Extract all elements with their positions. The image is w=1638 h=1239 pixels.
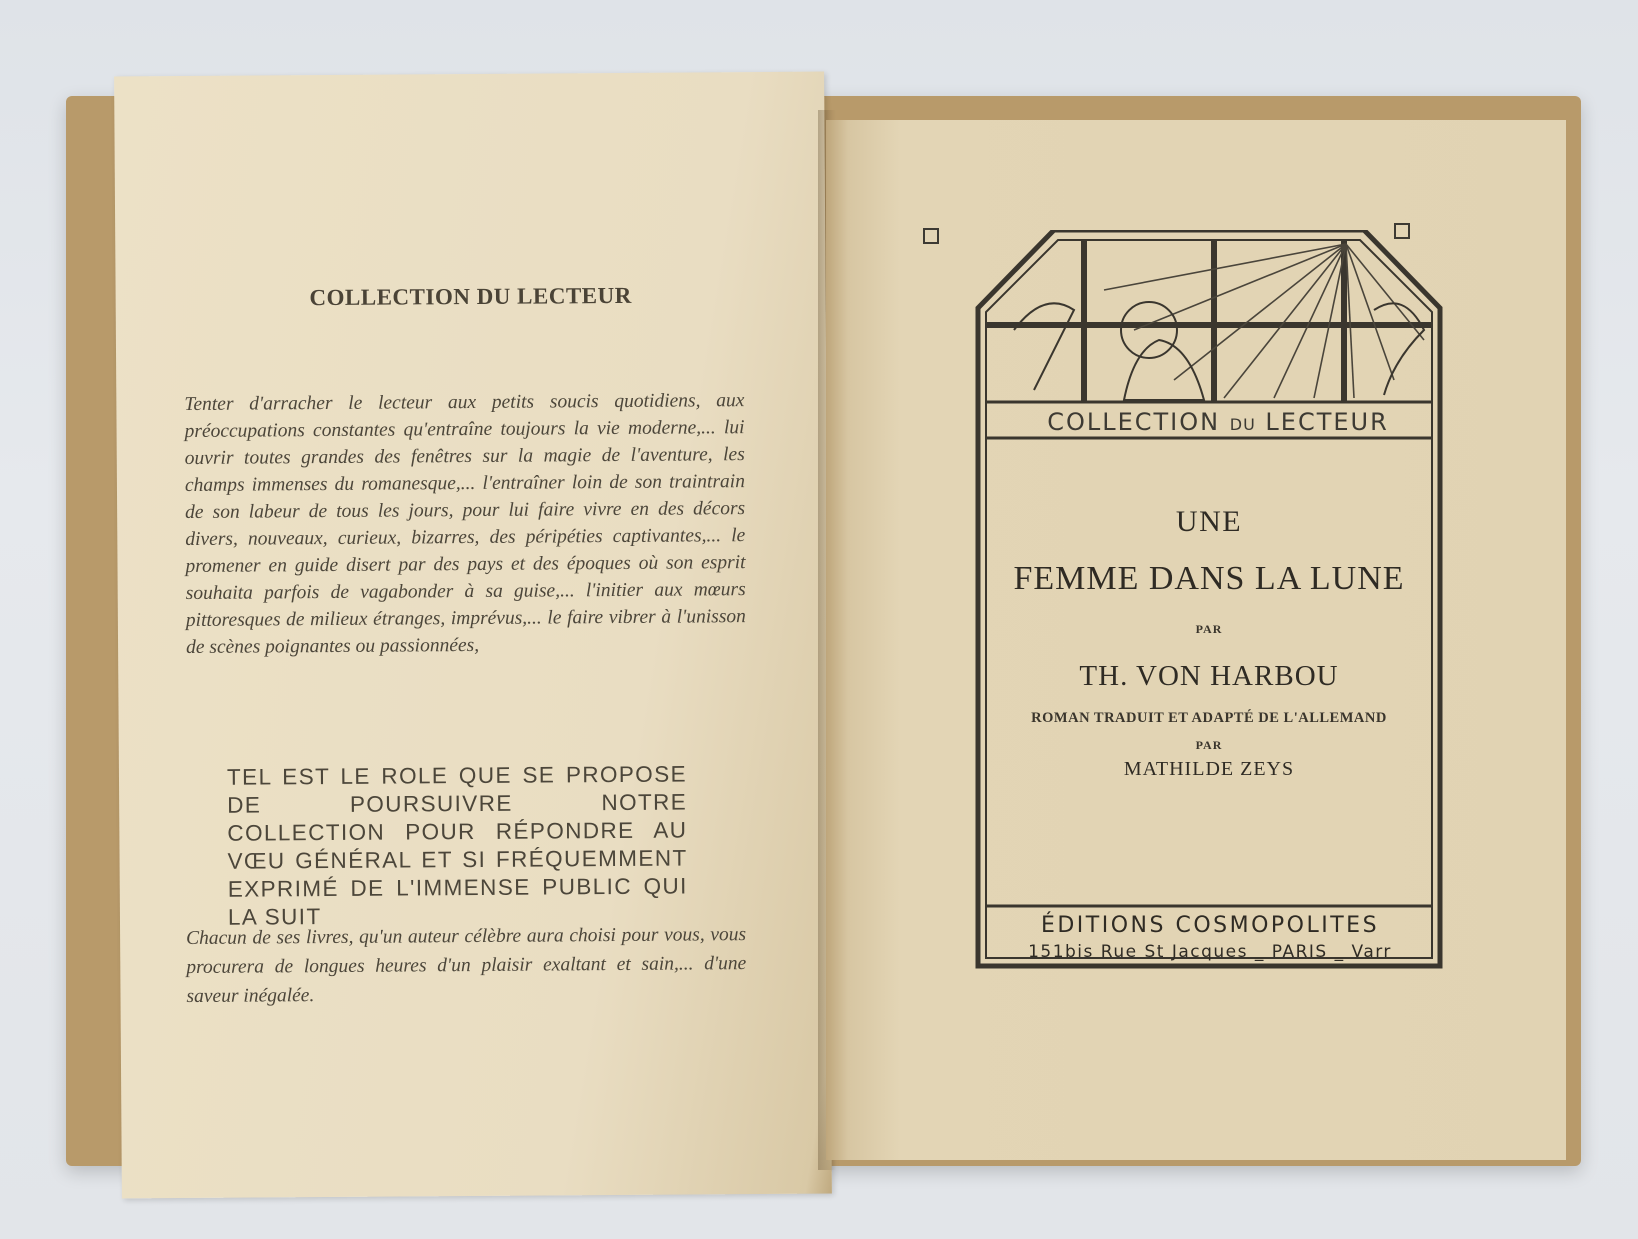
left-page-intro-text: Tenter d'arracher le lecteur aux petits soucis quotidiens, aux préoccupations constantes qu'entraîne toujours la vie moderne,... lui ouvrir toutes grandes des fenêtres sur la magie de l'aventure, les champs immenses du romanesque,... l'entraîner loin de son traintrain de son labeur de tous les jours, pour lui faire vivre en des décors divers, nouveaux, curieux, bizarres, des péripéties captivantes,... le promener en guide disert par des pays et des époques où son esprit souhaita parfois de vagabonder à sa guise,... l'initier aux mœurs pittoresques de milieux étranges, imprévus,... le faire vibrer à l'unisson de scènes poignantes ou passionnées,	[184, 390, 746, 659]
left-page-heading: COLLECTION DU LECTEUR	[309, 282, 632, 311]
translation-note: ROMAN TRADUIT ET ADAPTÉ DE L'ALLEMAND	[1031, 710, 1387, 726]
publisher-name: ÉDITIONS COSMOPOLITES	[1040, 913, 1380, 938]
left-page-closing-text: Chacun de ses livres, qu'un auteur célèbre aura choisi pour vous, vous procurera de longues heures d'un plaisir exaltant et sain,... d'une saveur inégalée.	[186, 924, 747, 1008]
banner-word-lecteur: LECTEUR	[1265, 408, 1389, 436]
banner-word-du: DU	[1229, 415, 1256, 434]
title-line-une: UNE	[1175, 505, 1243, 538]
left-page	[114, 72, 832, 1199]
par-label-author: PAR	[1195, 622, 1223, 636]
publisher-address: 151bis Rue St Jacques _ PARIS _ Varr	[1028, 942, 1392, 962]
translator-name: MATHILDE ZEYS	[1123, 758, 1295, 780]
author-name: TH. VON HARBOU	[1079, 660, 1339, 692]
corner-mark-left	[923, 228, 939, 244]
collection-banner	[988, 408, 1448, 436]
title-frame	[974, 230, 1444, 970]
right-page	[826, 120, 1566, 1160]
book-title: FEMME DANS LA LUNE	[1013, 560, 1405, 597]
par-label-translator: PAR	[1195, 738, 1223, 752]
banner-word-collection: COLLECTION	[1047, 408, 1221, 436]
frame-illustration	[974, 230, 1444, 970]
left-page-mission-statement: TEL EST LE ROLE QUE SE PROPOSE DE POURSUIVRE NOTRE COLLECTION POUR RÉPONDRE AU VŒU GÉNÉRAL ET SI FRÉQUEMMENT EXPRIMÉ DE L'IMMENSE PUBLIC QUI LA SUIT	[226, 761, 688, 930]
